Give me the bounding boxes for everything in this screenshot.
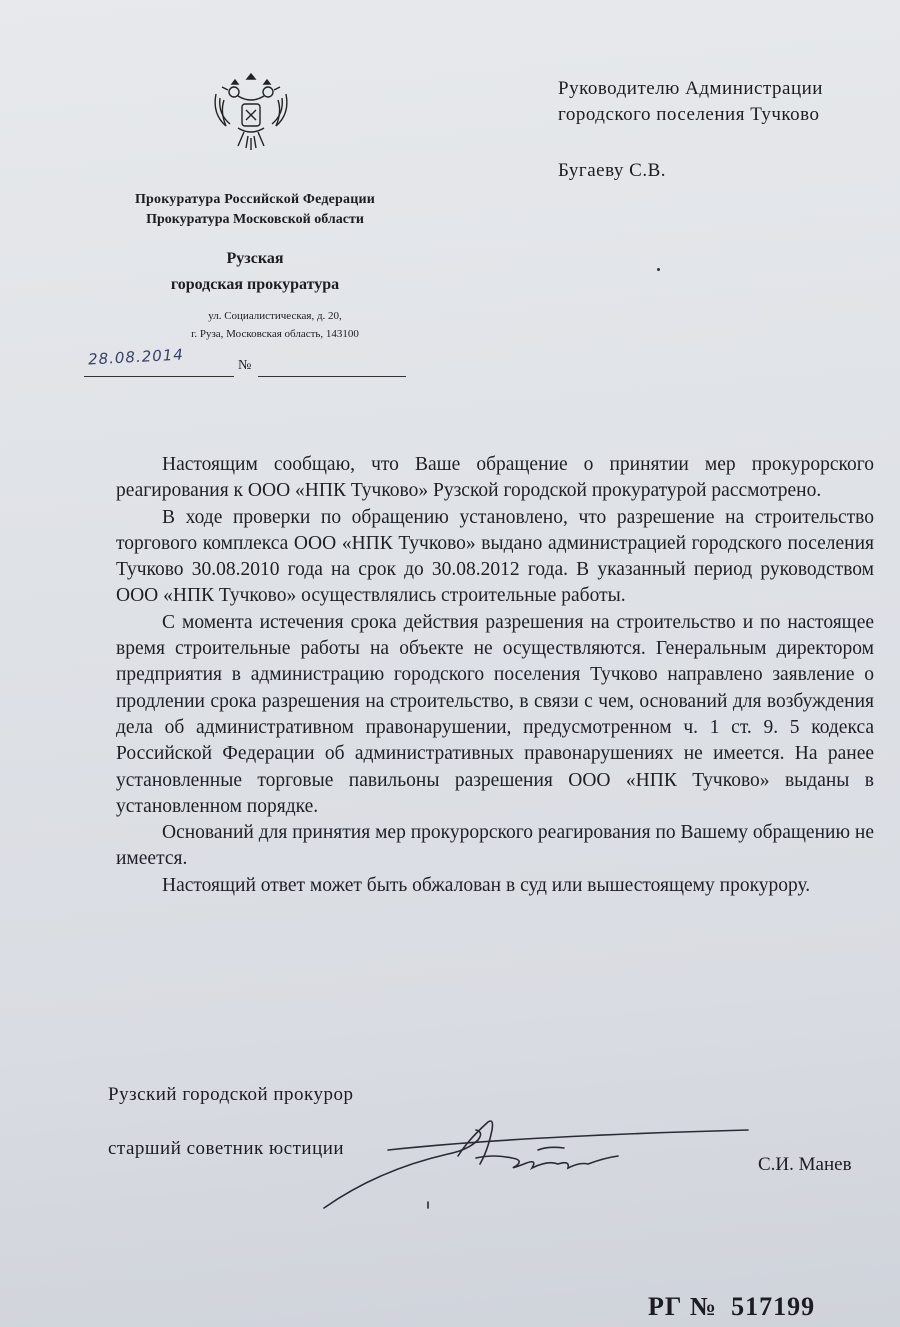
signer-name: С.И. Манев xyxy=(758,1154,852,1175)
paper-speck xyxy=(657,268,660,271)
addressee-organization: городского поселения Тучково xyxy=(558,104,820,125)
addressee-name: Бугаеву С.В. xyxy=(558,160,667,181)
double-headed-eagle-emblem-icon xyxy=(208,68,294,156)
signer-position: Рузский городской прокурор xyxy=(108,1084,354,1105)
handwritten-date: 28.08.2014 xyxy=(87,345,185,369)
body-paragraph: Оснований для принятия мер прокурорского реагирования по Вашему обращению не имеется. xyxy=(116,822,874,870)
body-paragraph: Настоящим сообщаю, что Ваше обращение о принятии мер прокурорского реагирования к ООО «НПК Тучково» Рузской городской прокуратурой рассмотрено. xyxy=(116,454,874,502)
number-label: № xyxy=(238,358,252,373)
body-paragraph: С момента истечения срока действия разрешения на строительство и по настоящее время строительные работы на объекте не осуществляются. Генеральным директором предприятия в администрацию городского поселения Тучково направлено заявление о продлении срока разрешения на строительство, в связи с чем, оснований для возбуждения дела об административном правонарушении, предусмотренном ч. 1 ст. 9. 5 кодекса Российской Федерации об административных правонарушениях не имеется. На ранее установленные торговые павильоны разрешения ООО «НПК Тучково» выданы в установленном порядке. xyxy=(116,611,874,817)
handwritten-signature xyxy=(318,1110,758,1220)
body-paragraph: В ходе проверки по обращению установлено, что разрешение на строительство торгового комплекса ООО «НПК Тучково» выдано администрацией городского поселения Тучково 30.08.2010 года на срок до 30.08.2012 года. В указанный период руководством ООО «НПК Тучково» осуществлялись строительные работы. xyxy=(116,506,874,607)
org-name-region: Прокуратура Московской области xyxy=(146,212,364,227)
body-paragraph: Настоящий ответ может быть обжалован в суд или вышестоящему прокурору. xyxy=(162,874,811,896)
addressee-position: Руководителю Администрации xyxy=(558,78,823,99)
org-address-city: г. Руза, Московская область, 143100 xyxy=(191,328,359,340)
registration-number xyxy=(648,1292,815,1322)
org-name-department: городская прокуратура xyxy=(170,276,340,293)
org-name-city: Рузская xyxy=(226,250,284,267)
signer-rank: старший советник юстиции xyxy=(108,1138,345,1159)
number-underline xyxy=(258,376,406,377)
registration-value: 517199 xyxy=(731,1292,816,1321)
org-name-rf: Прокуратура Российской Федерации xyxy=(134,192,376,207)
letter-body xyxy=(116,452,874,899)
org-address-street: ул. Социалистическая, д. 20, xyxy=(208,310,342,322)
registration-label: РГ № xyxy=(648,1292,718,1321)
